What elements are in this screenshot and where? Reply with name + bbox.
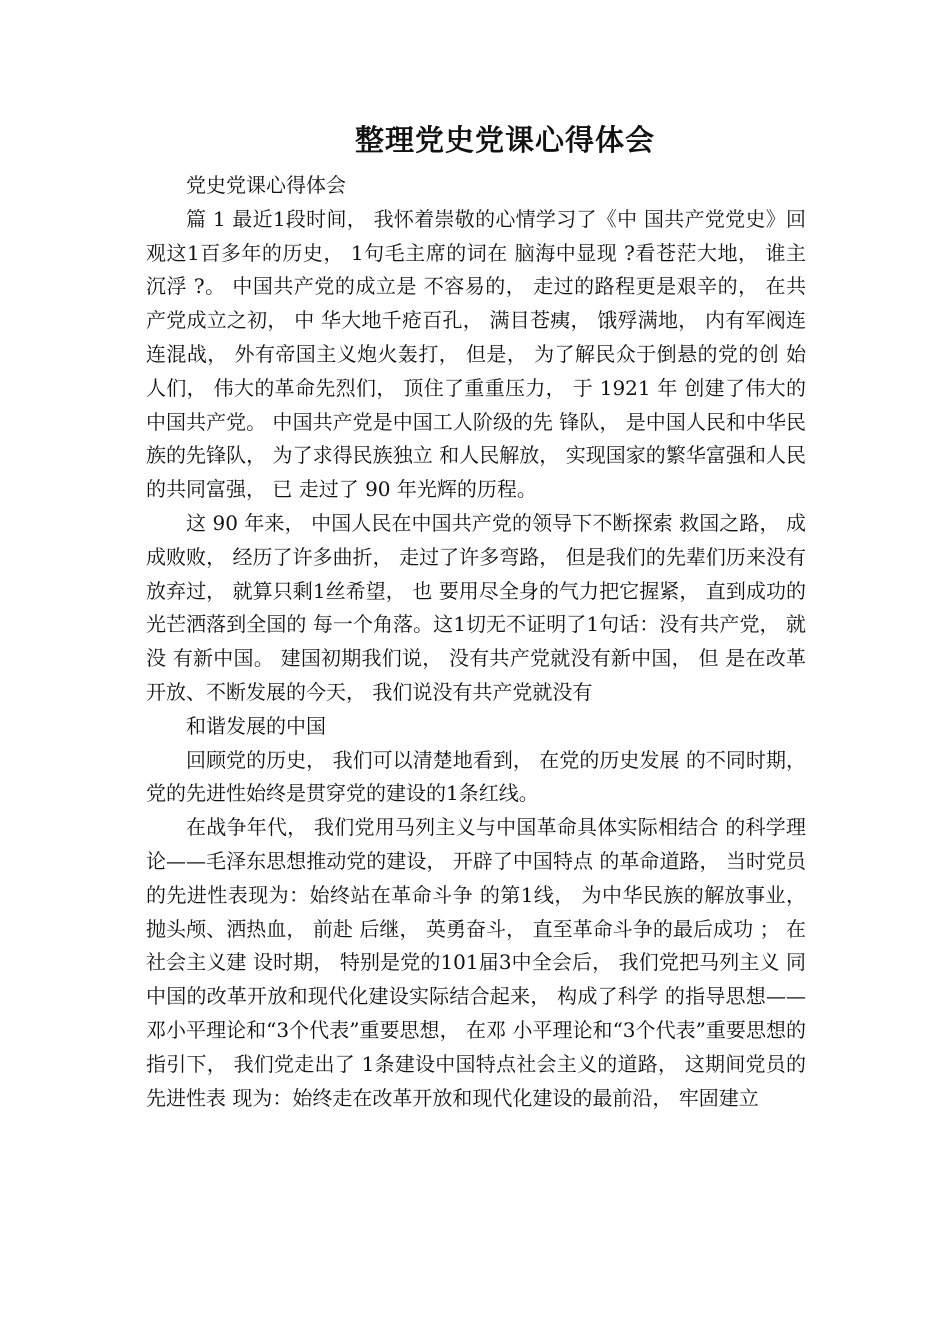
paragraph: 回顾党的历史， 我们可以清楚地看到， 在党的历史发展 的不同时期， 党的先进性始终是贯穿党的建设的1条红线。 bbox=[146, 747, 806, 806]
paragraph-subtitle: 党史党课心得体会 bbox=[186, 173, 346, 197]
paragraph: 这 90 年来， 中国人民在中国共产党的领导下不断探索 救国之路， 成成败败， 经历了许多曲折， 走过了许多弯路， 但是我们的先辈们历来没有放弃过， 就算只剩1丝希望， 也 要用尽全身的气力把它握紧， 直到成功的光芒洒落到全国的 每一个角落。这1切无不证明了1句话：没有共产党， 就没 有新中国。 建国初期我们说， 没有共产党就没有新中国， 但 是在改革开放、不断发展的今天， 我们说没有共产党就没有 bbox=[146, 510, 806, 704]
paragraph: 在战争年代， 我们党用马列主义与中国革命具体实际相结合 的科学理论——毛泽东思想推动党的建设， 开辟了中国特点 的革命道路， 当时党员的先进性表现为：始终站在革命斗争 的第1线， 为中华民族的解放事业， 抛头颅、洒热血， 前赴 后继， 英勇奋斗， 直至革命斗争的最后成功 ； 在社会主义建 设时期， 特别是党的101届3中全会后， 我们党把马列主义 同中国的改革开放和现代化建设实际结合起来， 构成了科学 的指导思想——邓小平理论和“3个代表”重要思想， 在邓 小平理论和“3个代表”重要思想的指引下， 我们党走出了 1条建设中国特点社会主义的道路， 这期间党员的先进性表 现为：始终走在改革开放和现代化建设的最前沿， 牢固建立 bbox=[146, 815, 806, 1110]
paragraph: 和谐发展的中国 bbox=[186, 713, 326, 738]
document-title: 整理党史党课心得体会 bbox=[354, 123, 655, 157]
document-body bbox=[146, 169, 806, 1115]
paragraph: 篇 1 最近1段时间， 我怀着崇敬的心情学习了《中 国共产党党史》回观这1百多年的历史， 1句毛主席的词在 脑海中显现 ?看苍茫大地， 谁主沉浮 ?。 中国共产党的成立是 不容易的， 走过的路程更是艰辛的， 在共产党成立之初， 中 华大地千疮百孔， 满目苍痍， 饿殍满地， 内有军阀连连混战， 外有帝国主义炮火轰打， 但是， 为了解民众于倒悬的党的创 始人们， 伟大的革命先烈们， 顶住了重重压力， 于 1921 年 创建了伟大的中国共产党。 中国共产党是中国工人阶级的先 锋队， 是中国人民和中华民族的先锋队， 为了求得民族独立 和人民解放， 实现国家的繁华富强和人民的共同富强， 已 走过了 90 年光辉的历程。 bbox=[146, 206, 806, 502]
